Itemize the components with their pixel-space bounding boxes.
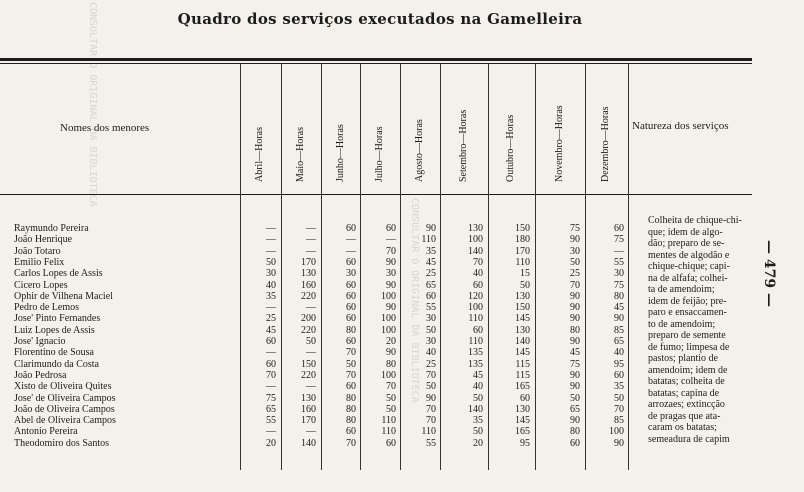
hours-cell: 65 <box>570 403 580 415</box>
hours-cell: 25 <box>266 313 276 325</box>
hours-cell: 20 <box>266 437 276 449</box>
hours-cell: 100 <box>381 313 396 325</box>
hours-cell: 180 <box>515 234 530 246</box>
month-header-0: Abril—Horas <box>254 127 265 182</box>
table-row <box>0 292 640 302</box>
hours-cell: 35 <box>473 415 483 427</box>
hours-cell: 60 <box>520 392 530 404</box>
minor-name: Florentino de Sousa <box>14 347 94 359</box>
hours-cell: 75 <box>266 392 276 404</box>
nature-line: to de amendoim; <box>648 318 716 330</box>
hours-cell: 110 <box>421 426 436 438</box>
table-row <box>0 258 640 268</box>
hours-cell: — <box>266 347 276 359</box>
hours-cell: 80 <box>570 324 580 336</box>
hours-cell: 75 <box>614 234 624 246</box>
hours-cell: 70 <box>346 347 356 359</box>
hours-cell: 70 <box>426 403 436 415</box>
hours-cell: 90 <box>614 437 624 449</box>
hours-cell: 40 <box>426 347 436 359</box>
hours-cell: 170 <box>301 415 316 427</box>
hours-cell: — <box>306 234 316 246</box>
minor-name: Emilio Felix <box>14 256 65 268</box>
hours-cell: 60 <box>614 223 624 234</box>
hours-cell: 110 <box>515 256 530 268</box>
hours-cell: 40 <box>473 381 483 393</box>
hours-cell: 90 <box>570 302 580 314</box>
hours-cell: 50 <box>386 403 396 415</box>
hours-cell: 90 <box>570 336 580 347</box>
hours-cell: 120 <box>468 290 483 302</box>
hours-cell: 165 <box>515 381 530 393</box>
hours-cell: 65 <box>266 403 276 415</box>
hours-cell: — <box>306 245 316 257</box>
nature-line: paro e ensaccamen- <box>648 307 727 318</box>
hours-cell: 95 <box>614 358 624 370</box>
hours-cell: — <box>306 302 316 314</box>
hours-cell: 50 <box>426 381 436 393</box>
minor-name: João Pedrosa <box>14 369 67 381</box>
hours-cell: 70 <box>386 381 396 393</box>
hours-cell: — <box>266 302 276 314</box>
hours-cell: — <box>614 245 624 257</box>
hours-cell: — <box>266 223 276 234</box>
hours-cell: 90 <box>570 415 580 427</box>
hours-cell: 160 <box>301 403 316 415</box>
month-header-5: Setembro—Horas <box>458 109 469 182</box>
hours-cell: 30 <box>426 313 436 325</box>
hours-cell: 55 <box>614 256 624 268</box>
hours-cell: 45 <box>426 256 436 268</box>
hours-cell: 40 <box>266 279 276 291</box>
hours-cell: 50 <box>473 426 483 438</box>
hours-cell: 60 <box>473 324 483 336</box>
hours-cell: 115 <box>515 358 530 370</box>
hours-cell: 80 <box>346 403 356 415</box>
hours-cell: 45 <box>614 302 624 314</box>
minor-name: João de Oliveira Campos <box>14 403 115 415</box>
hours-cell: 115 <box>515 369 530 381</box>
nature-line: batatas; colheita de <box>648 376 725 387</box>
hours-cell: 70 <box>426 369 436 381</box>
hours-cell: — <box>346 245 356 257</box>
hours-cell: 50 <box>570 392 580 404</box>
hours-cell: 30 <box>386 268 396 280</box>
hours-cell: 130 <box>301 392 316 404</box>
hours-cell: 80 <box>570 426 580 438</box>
minor-name: Pedro de Lemos <box>14 302 79 314</box>
hours-cell: 165 <box>515 426 530 438</box>
month-header-1: Maio—Horas <box>295 127 306 182</box>
table-row <box>0 416 640 426</box>
month-header-2: Junho—Horas <box>335 124 346 182</box>
hours-cell: 200 <box>301 313 316 325</box>
minor-name: Xisto de Oliveira Quites <box>14 381 112 393</box>
hours-cell: 100 <box>381 290 396 302</box>
hours-cell: 130 <box>468 223 483 234</box>
table-row <box>0 394 640 404</box>
nature-line: de fumo; limpesa de <box>648 341 730 353</box>
hours-cell: 60 <box>473 279 483 291</box>
hours-cell: 100 <box>468 302 483 314</box>
hours-cell: 170 <box>515 245 530 257</box>
hours-cell: 60 <box>346 223 356 234</box>
nature-line: semeadura de capim <box>648 433 730 445</box>
hours-cell: 60 <box>346 336 356 347</box>
page-number: — 479 — <box>761 240 777 307</box>
hours-cell: 90 <box>386 347 396 359</box>
hours-cell: 60 <box>426 290 436 302</box>
nature-line: mentes de algodão e <box>648 249 730 261</box>
nature-line: batatas; capina de <box>648 387 720 399</box>
hours-cell: — <box>266 245 276 257</box>
hours-cell: — <box>306 347 316 359</box>
header-rule-bottom <box>0 194 752 195</box>
hours-cell: 65 <box>426 279 436 291</box>
month-header-6: Outubro—Horas <box>505 114 516 182</box>
hours-cell: 80 <box>346 392 356 404</box>
table-row <box>0 281 640 291</box>
hours-cell: 70 <box>570 279 580 291</box>
hours-cell: 90 <box>614 313 624 325</box>
hours-cell: 30 <box>266 268 276 280</box>
hours-cell: 220 <box>301 369 316 381</box>
nature-line: preparo de semente <box>648 330 726 341</box>
nature-line: que; idem de algo- <box>648 226 723 238</box>
hours-cell: 50 <box>473 392 483 404</box>
nature-line: idem de feijão; pre- <box>648 295 727 307</box>
hours-cell: 50 <box>520 279 530 291</box>
hours-cell: 60 <box>570 437 580 449</box>
hours-cell: 95 <box>520 437 530 449</box>
hours-cell: — <box>386 234 396 246</box>
hours-cell: 55 <box>426 437 436 449</box>
hours-cell: 30 <box>614 268 624 280</box>
nature-line: pastos; plantio de <box>648 353 718 364</box>
hours-cell: 50 <box>266 256 276 268</box>
hours-cell: 70 <box>426 415 436 427</box>
hours-cell: 70 <box>266 369 276 381</box>
hours-cell: 85 <box>614 324 624 336</box>
hours-cell: 75 <box>570 358 580 370</box>
hours-cell: 60 <box>346 279 356 291</box>
table-row <box>0 314 640 324</box>
minor-name: Jose' de Oliveira Campos <box>14 392 116 404</box>
background-stamp: CONSULTAR O ORIGINAL DA BIBLIOTECA <box>87 2 98 207</box>
month-header-4: Agosto—Horas <box>414 119 425 182</box>
hours-cell: 140 <box>468 245 483 257</box>
hours-cell: 70 <box>473 256 483 268</box>
hours-cell: 50 <box>426 324 436 336</box>
nature-line: amendoim; idem de <box>648 364 728 376</box>
hours-cell: 50 <box>614 392 624 404</box>
minor-name: Abel de Oliveira Campos <box>14 415 116 427</box>
hours-cell: 145 <box>515 415 530 427</box>
hours-cell: 90 <box>570 234 580 246</box>
hours-cell: 35 <box>614 381 624 393</box>
month-header-3: Julho—Horas <box>374 126 385 182</box>
table-row <box>0 405 640 415</box>
table-row <box>0 269 640 279</box>
hours-cell: 140 <box>515 336 530 347</box>
nature-line: ta de amendoim; <box>648 284 715 295</box>
minor-name: Clarimundo da Costa <box>14 358 99 370</box>
hours-cell: 80 <box>346 415 356 427</box>
hours-cell: 40 <box>473 268 483 280</box>
hours-cell: 60 <box>386 223 396 234</box>
minor-name: Cicero Lopes <box>14 279 68 291</box>
hours-cell: 70 <box>346 369 356 381</box>
nature-line: dão; preparo de se- <box>648 238 725 249</box>
minor-name: Jose' Pinto Fernandes <box>14 313 101 325</box>
nature-line: de pragas que ata- <box>648 410 721 422</box>
hours-cell: 65 <box>614 336 624 347</box>
hours-cell: 90 <box>426 392 436 404</box>
nature-line: arrozaes; extincção <box>648 399 725 410</box>
hours-cell: 60 <box>346 256 356 268</box>
minor-name: Theodomiro dos Santos <box>14 437 109 449</box>
hours-cell: 100 <box>381 324 396 336</box>
table-row <box>0 360 640 370</box>
hours-cell: 60 <box>266 336 276 347</box>
hours-cell: 60 <box>346 381 356 393</box>
hours-cell: 45 <box>473 369 483 381</box>
hours-cell: 30 <box>346 268 356 280</box>
hours-cell: 60 <box>614 369 624 381</box>
hours-cell: 75 <box>570 223 580 234</box>
table-row <box>0 303 640 313</box>
table-row <box>0 427 640 437</box>
hours-cell: 50 <box>386 392 396 404</box>
table-row <box>0 371 640 381</box>
hours-cell: — <box>306 223 316 234</box>
hours-cell: 130 <box>301 268 316 280</box>
hours-cell: 50 <box>346 358 356 370</box>
hours-cell: 75 <box>614 279 624 291</box>
nature-line: Colheita de chique-chi- <box>648 215 742 226</box>
minor-name: João Henrique <box>14 234 73 246</box>
hours-cell: 20 <box>473 437 483 449</box>
table-row <box>0 224 640 234</box>
hours-cell: — <box>266 426 276 438</box>
hours-cell: 70 <box>614 403 624 415</box>
minor-name: Luiz Lopes de Assis <box>14 324 95 336</box>
hours-cell: 90 <box>570 369 580 381</box>
hours-cell: 15 <box>520 268 530 280</box>
hours-cell: 35 <box>426 245 436 257</box>
hours-cell: 90 <box>570 290 580 302</box>
hours-cell: 100 <box>609 426 624 438</box>
hours-cell: 30 <box>570 245 580 257</box>
table-row <box>0 247 640 257</box>
hours-cell: — <box>346 234 356 246</box>
hours-cell: 35 <box>266 290 276 302</box>
hours-cell: 25 <box>570 268 580 280</box>
hours-cell: 150 <box>515 223 530 234</box>
hours-cell: 110 <box>468 313 483 325</box>
hours-cell: 135 <box>468 347 483 359</box>
hours-cell: 90 <box>570 313 580 325</box>
minor-name: Antonio Pereira <box>14 426 78 438</box>
table-row <box>0 439 640 449</box>
hours-cell: 60 <box>346 426 356 438</box>
minor-name: João Totaro <box>14 245 61 257</box>
hours-cell: 100 <box>381 369 396 381</box>
minor-name: Raymundo Pereira <box>14 223 89 234</box>
names-column-header: Nomes dos menores <box>60 122 150 134</box>
nature-line: caram os batatas; <box>648 422 717 433</box>
hours-cell: 70 <box>386 245 396 257</box>
hours-cell: 130 <box>515 290 530 302</box>
month-header-8: Dezembro—Horas <box>600 106 611 182</box>
hours-cell: 45 <box>570 347 580 359</box>
hours-cell: — <box>266 381 276 393</box>
hours-cell: 100 <box>468 234 483 246</box>
hours-cell: 60 <box>386 437 396 449</box>
nature-line: na de alfafa; colhei- <box>648 272 728 284</box>
hours-cell: 130 <box>515 403 530 415</box>
hours-cell: 220 <box>301 324 316 336</box>
hours-cell: 60 <box>346 302 356 314</box>
header-rule-top <box>0 58 752 61</box>
hours-cell: 20 <box>386 336 396 347</box>
hours-cell: 90 <box>426 223 436 234</box>
month-header-7: Novembro—Horas <box>554 105 565 182</box>
minor-name: Carlos Lopes de Assis <box>14 268 103 280</box>
hours-cell: 130 <box>515 324 530 336</box>
hours-cell: 80 <box>386 358 396 370</box>
table-row <box>0 326 640 336</box>
hours-cell: 145 <box>515 347 530 359</box>
hours-cell: 110 <box>468 336 483 347</box>
hours-cell: 135 <box>468 358 483 370</box>
hours-cell: 90 <box>386 279 396 291</box>
nature-line: chique-chique; capi- <box>648 261 730 272</box>
hours-cell: 110 <box>421 234 436 246</box>
table-row <box>0 235 640 245</box>
hours-cell: — <box>306 426 316 438</box>
background-stamp: CONSULTAR O ORIGINAL DA BIBLIOTECA <box>409 198 420 403</box>
hours-cell: 30 <box>426 336 436 347</box>
hours-cell: 110 <box>381 415 396 427</box>
hours-cell: 150 <box>515 302 530 314</box>
hours-cell: 90 <box>570 381 580 393</box>
hours-cell: 145 <box>515 313 530 325</box>
hours-cell: 55 <box>266 415 276 427</box>
hours-cell: 60 <box>346 313 356 325</box>
hours-cell: 220 <box>301 290 316 302</box>
nature-column-header: Natureza dos serviços <box>632 120 729 132</box>
table-row <box>0 382 640 392</box>
hours-cell: 140 <box>468 403 483 415</box>
hours-cell: 90 <box>386 302 396 314</box>
hours-cell: 60 <box>266 358 276 370</box>
hours-cell: 150 <box>301 358 316 370</box>
table-row <box>0 337 640 347</box>
hours-cell: — <box>266 234 276 246</box>
header-rule-top-thin <box>0 63 752 64</box>
hours-cell: 110 <box>381 426 396 438</box>
minor-name: Ophir de Vilhena Maciel <box>14 290 113 302</box>
minor-name: Jose' Ignacio <box>14 336 66 347</box>
hours-cell: 90 <box>386 256 396 268</box>
hours-cell: 55 <box>426 302 436 314</box>
hours-cell: 80 <box>614 290 624 302</box>
hours-cell: — <box>306 381 316 393</box>
hours-cell: 40 <box>614 347 624 359</box>
hours-cell: 70 <box>346 437 356 449</box>
hours-cell: 170 <box>301 256 316 268</box>
hours-cell: 140 <box>301 437 316 449</box>
page-title: Quadro dos serviços executados na Gamelleira <box>177 10 583 28</box>
hours-cell: 80 <box>346 324 356 336</box>
hours-cell: 50 <box>306 336 316 347</box>
table-row <box>0 348 640 358</box>
hours-cell: 60 <box>346 290 356 302</box>
hours-cell: 45 <box>266 324 276 336</box>
hours-cell: 85 <box>614 415 624 427</box>
hours-cell: 25 <box>426 358 436 370</box>
hours-cell: 50 <box>570 256 580 268</box>
hours-cell: 25 <box>426 268 436 280</box>
hours-cell: 160 <box>301 279 316 291</box>
